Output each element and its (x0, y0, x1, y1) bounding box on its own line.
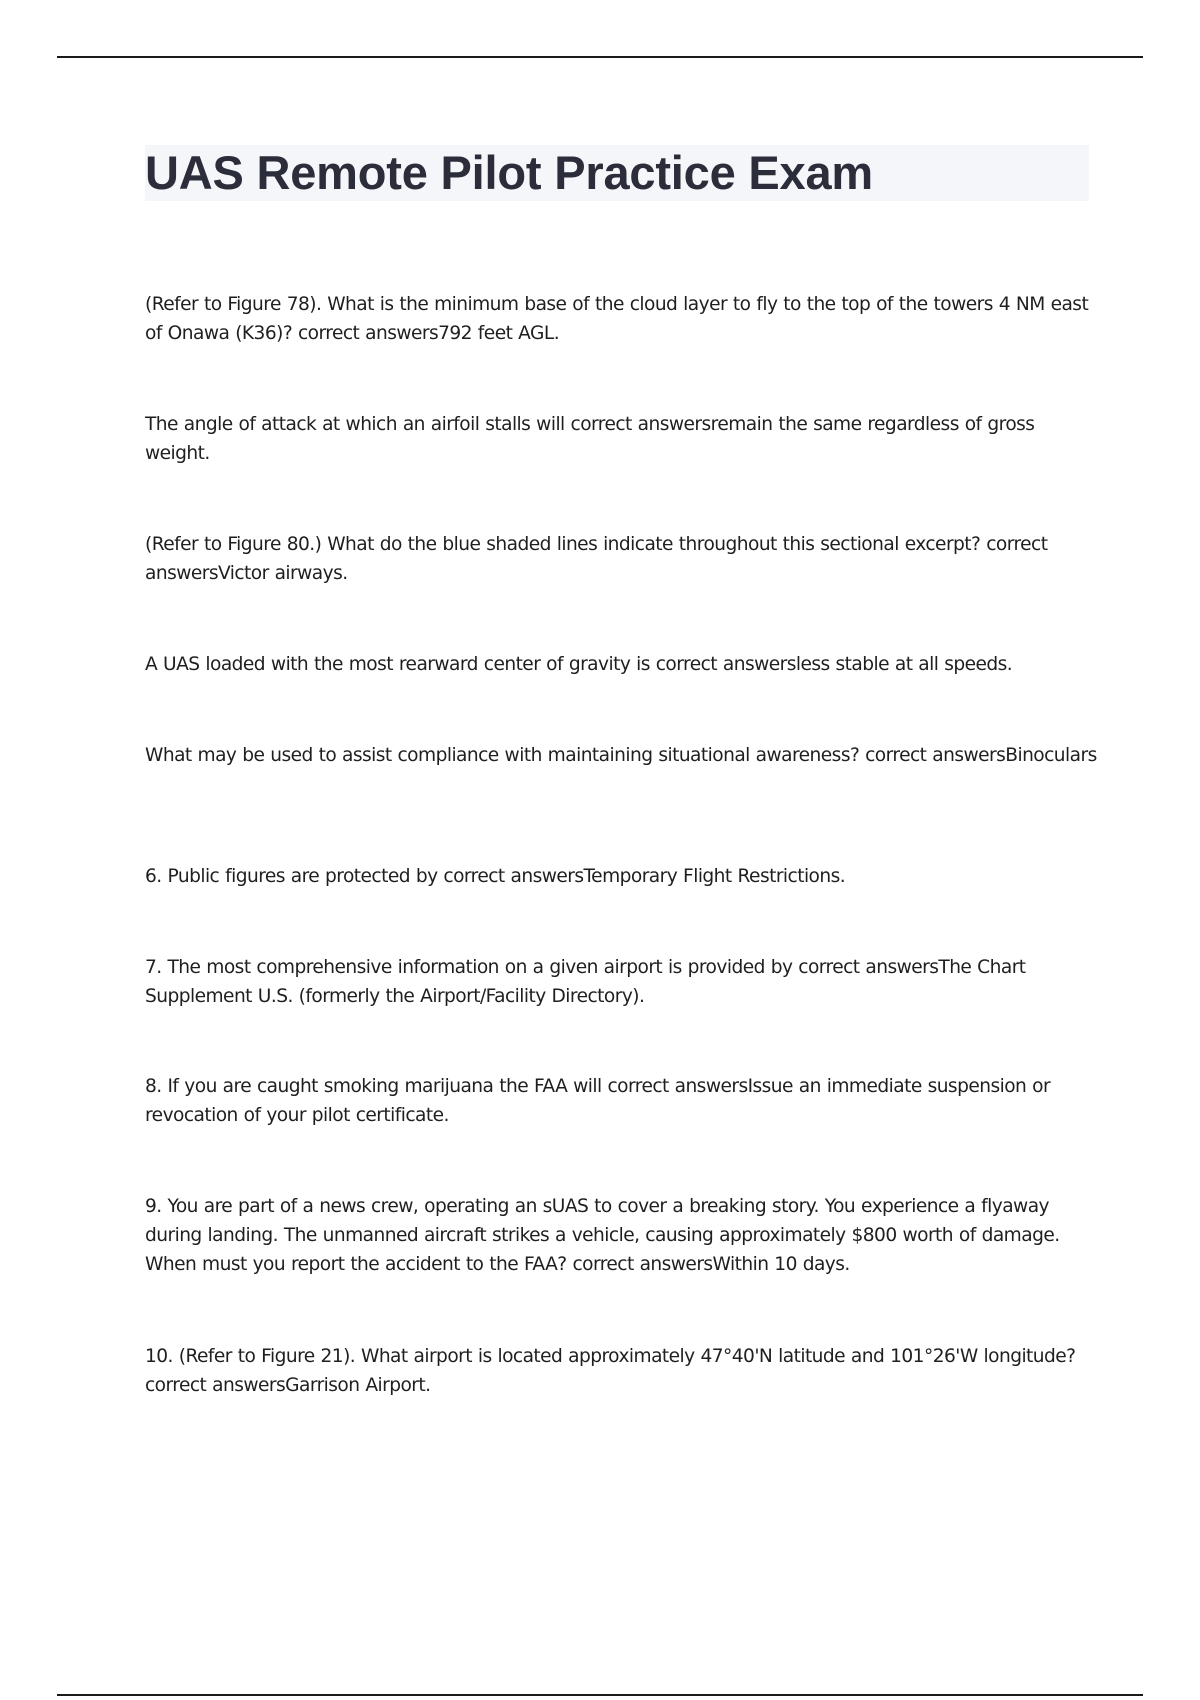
question-item: The angle of attack at which an airfoil stalls will correct answersremain the same regardless of gross weight. (145, 414, 1035, 464)
question-item: What may be used to assist compliance with maintaining situational awareness? correct answersBinoculars (145, 745, 1097, 766)
question-item: 9. You are part of a news crew, operating an sUAS to cover a breaking story. You experience a flyaway during landing. The unmanned aircraft strikes a vehicle, causing approximately $800 worth of damage. When must you report the accident to the FAA? correct answersWithin 10 days. (145, 1196, 1060, 1275)
question-item: 8. If you are caught smoking marijuana the FAA will correct answersIssue an immediate suspension or revocation of your pilot certificate. (145, 1076, 1051, 1126)
question-item: (Refer to Figure 80.) What do the blue shaded lines indicate throughout this sectional excerpt? correct answersVictor airways. (145, 534, 1048, 584)
question-item: 10. (Refer to Figure 21). What airport is located approximately 47°40'N latitude and 101°26'W longitude? correct answersGarrison Airport. (145, 1346, 1076, 1396)
question-item: 7. The most comprehensive information on a given airport is provided by correct answersThe Chart Supplement U.S. (formerly the Airport/Facility Directory). (145, 957, 1026, 1007)
question-item: (Refer to Figure 78). What is the minimum base of the cloud layer to fly to the top of the towers 4 NM east of Onawa (K36)? correct answers792 feet AGL. (145, 294, 1089, 344)
document-title: UAS Remote Pilot Practice Exam (145, 146, 873, 199)
bottom-rule (57, 1694, 1143, 1696)
top-rule (57, 56, 1143, 58)
question-item: 6. Public figures are protected by correct answersTemporary Flight Restrictions. (145, 866, 846, 887)
question-item: A UAS loaded with the most rearward center of gravity is correct answersless stable at all speeds. (145, 654, 1013, 675)
